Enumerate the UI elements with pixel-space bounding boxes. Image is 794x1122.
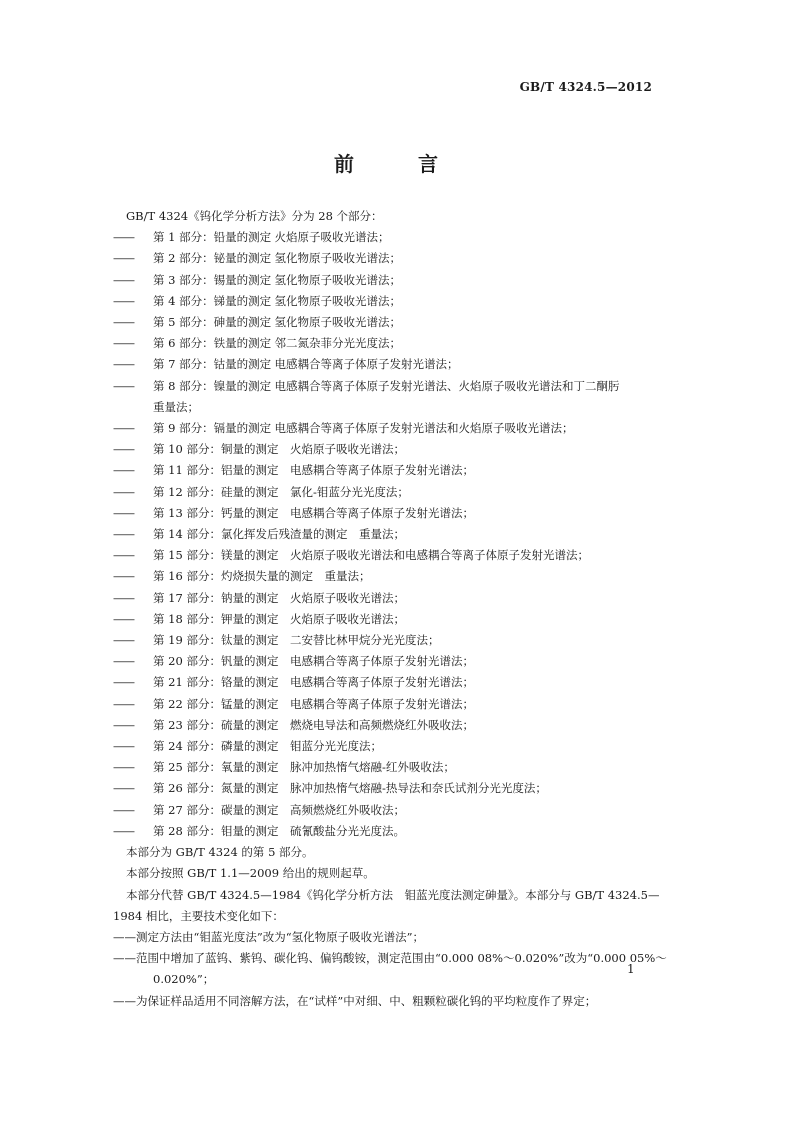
part-name: 第 9 部分：镉量的测定	[153, 421, 272, 436]
list-dash: ——	[113, 696, 134, 711]
list-dash: ——	[113, 484, 134, 499]
list-dash: ——	[113, 675, 134, 690]
part-item	[113, 778, 653, 799]
part-method: 电感耦合等离子体原子发射光谱法和火焰原子吸收光谱法；	[263, 421, 574, 436]
change-item-continuation: 0.020%”；	[153, 972, 215, 987]
list-dash: ——	[113, 378, 134, 393]
change-item: ——范围中增加了蓝钨、紫钨、碳化钨、偏钨酸铵，测定范围由“0.000 08%～0.020%”改为“0.000 05%～	[113, 951, 667, 966]
list-dash: ——	[113, 654, 134, 669]
part-method: 重量法；	[312, 569, 371, 584]
part-name: 第 23 部分：硫量的测定	[153, 717, 279, 732]
part-method: 火焰原子吸收光谱法；	[278, 611, 405, 626]
paragraph-replaces-line2: 1984 相比，主要技术变化如下：	[113, 908, 284, 923]
parts-list	[113, 227, 653, 842]
part-item	[113, 736, 653, 757]
part-name: 第 18 部分：钾量的测定	[153, 611, 279, 626]
part-item	[113, 694, 653, 715]
part-name: 第 14 部分：氯化挥发后残渣量的测定	[153, 527, 348, 542]
list-dash: ——	[113, 590, 134, 605]
paragraph-replaces-line1: 本部分代替 GB/T 4324.5—1984《钨化学分析方法 钼蓝光度法测定砷量》。本部分与 GB/T 4324.5—	[126, 887, 660, 902]
paragraph-part-number: 本部分为 GB/T 4324 的第 5 部分。	[126, 845, 314, 860]
part-item	[113, 588, 653, 609]
part-name: 第 6 部分：铁量的测定	[153, 336, 272, 351]
part-method: 火焰原子吸收光谱法；	[278, 590, 405, 605]
list-dash: ——	[113, 251, 134, 266]
part-item	[113, 460, 653, 481]
part-item	[113, 248, 653, 269]
list-dash: ——	[113, 781, 134, 796]
list-dash: ——	[113, 293, 134, 308]
part-method: 脉冲加热惰气熔融-红外吸收法；	[278, 760, 455, 775]
changes-list	[113, 927, 667, 1012]
part-item	[113, 715, 653, 736]
part-item	[113, 376, 653, 397]
list-dash: ——	[113, 760, 134, 775]
list-dash: ——	[113, 739, 134, 754]
part-name: 第 2 部分：铋量的测定	[153, 251, 272, 266]
part-name: 第 7 部分：钴量的测定	[153, 357, 272, 372]
list-dash: ——	[113, 548, 134, 563]
part-method: 火焰原子吸收光谱法；	[278, 442, 405, 457]
list-dash: ——	[113, 569, 134, 584]
part-name: 第 12 部分：硅量的测定	[153, 484, 279, 499]
part-item	[113, 227, 653, 248]
part-item	[113, 270, 653, 291]
part-name: 第 17 部分：钠量的测定	[153, 590, 279, 605]
list-dash: ——	[113, 717, 134, 732]
part-name: 第 24 部分：磷量的测定	[153, 739, 279, 754]
change-item: ——为保证样品适用不同溶解方法，在“试样”中对细、中、粗颗粒碳化钨的平均粒度作了界定；	[113, 993, 597, 1008]
part-name: 第 5 部分：砷量的测定	[153, 315, 272, 330]
list-dash: ——	[113, 463, 134, 478]
list-dash: ——	[113, 527, 134, 542]
foreword-body	[113, 206, 667, 1012]
part-method: 邻二氮杂菲分光光度法；	[263, 336, 401, 351]
part-name: 第 15 部分：镁量的测定	[153, 548, 279, 563]
part-item	[113, 524, 653, 545]
part-method: 重量法；	[347, 527, 405, 542]
list-dash: ——	[113, 611, 134, 626]
part-item	[113, 651, 653, 672]
part-name: 第 26 部分：氮量的测定	[153, 781, 279, 796]
part-name: 第 28 部分：钼量的测定	[153, 823, 279, 838]
part-method: 氢化物原子吸收光谱法；	[263, 293, 401, 308]
part-method: 氢化物原子吸收光谱法；	[263, 251, 401, 266]
part-item	[113, 482, 653, 503]
part-item	[113, 333, 653, 354]
part-name: 第 4 部分：锑量的测定	[153, 293, 272, 308]
part-item	[113, 418, 653, 439]
part-item	[113, 821, 653, 842]
part-item	[113, 672, 653, 693]
part-name: 第 3 部分：锡量的测定	[153, 272, 272, 287]
list-dash: ——	[113, 421, 134, 436]
part-name: 第 21 部分：铬量的测定	[153, 675, 279, 690]
list-dash: ——	[113, 230, 134, 245]
list-dash: ——	[113, 336, 134, 351]
part-method: 电感耦合等离子体原子发射光谱法；	[278, 696, 474, 711]
part-item	[113, 503, 653, 524]
part-method-continuation: 重量法；	[153, 399, 199, 414]
list-dash: ——	[113, 823, 134, 838]
page-number: 1	[627, 962, 635, 976]
list-dash: ——	[113, 357, 134, 372]
part-item	[113, 800, 653, 821]
part-method: 电感耦合等离子体原子发射光谱法、火焰原子吸收光谱法和丁二酮肟	[263, 378, 620, 393]
list-dash: ——	[113, 505, 134, 520]
list-dash: ——	[113, 633, 134, 648]
part-method: 火焰原子吸收光谱法和电感耦合等离子体原子发射光谱法；	[278, 548, 589, 563]
part-method: 火焰原子吸收光谱法；	[263, 230, 390, 245]
part-name: 第 1 部分：铅量的测定	[153, 230, 272, 245]
part-method: 氢化物原子吸收光谱法；	[263, 315, 401, 330]
part-item	[113, 609, 653, 630]
part-method: 电感耦合等离子体原子发射光谱法；	[278, 675, 474, 690]
part-method: 电感耦合等离子体原子发射光谱法；	[278, 654, 474, 669]
part-name: 第 10 部分：铜量的测定	[153, 442, 279, 457]
part-method: 燃烧电导法和高频燃烧红外吸收法；	[278, 717, 474, 732]
part-name: 第 20 部分：钒量的测定	[153, 654, 279, 669]
part-name: 第 8 部分：镍量的测定	[153, 378, 272, 393]
part-item	[113, 566, 653, 587]
part-method: 氢化物原子吸收光谱法；	[263, 272, 401, 287]
part-name: 第 16 部分：灼烧损失量的测定	[153, 569, 313, 584]
part-method: 脉冲加热惰气熔融-热导法和奈氏试剂分光光度法；	[278, 781, 547, 796]
part-name: 第 13 部分：钙量的测定	[153, 505, 279, 520]
part-name: 第 22 部分：锰量的测定	[153, 696, 279, 711]
part-name: 第 19 部分：钛量的测定	[153, 633, 279, 648]
part-method: 氯化-钼蓝分光光度法；	[278, 484, 409, 499]
change-item: ——测定方法由“钼蓝光度法”改为“氢化物原子吸收光谱法”；	[113, 929, 425, 944]
list-dash: ——	[113, 802, 134, 817]
page-title: 前 言	[334, 152, 460, 176]
list-dash: ——	[113, 442, 134, 457]
part-item	[113, 630, 653, 651]
part-method: 硫氰酸盐分光光度法。	[278, 823, 405, 838]
part-item	[113, 439, 653, 460]
part-item	[113, 545, 653, 566]
part-method: 电感耦合等离子体原子发射光谱法；	[278, 505, 474, 520]
intro-text: GB/T 4324《钨化学分析方法》分为 28 个部分：	[126, 209, 383, 223]
part-name: 第 11 部分：铝量的测定	[153, 463, 279, 478]
paragraph-drafting-rule: 本部分按照 GB/T 1.1—2009 给出的规则起草。	[126, 866, 375, 881]
part-item	[113, 354, 653, 375]
part-method: 二安替比林甲烷分光光度法；	[278, 633, 440, 648]
part-method: 电感耦合等离子体原子发射光谱法；	[263, 357, 459, 372]
part-method: 电感耦合等离子体原子发射光谱法；	[278, 463, 474, 478]
list-dash: ——	[113, 315, 134, 330]
part-method: 高频燃烧红外吸收法；	[278, 802, 405, 817]
part-item	[113, 291, 653, 312]
part-method: 钼蓝分光光度法；	[278, 739, 382, 754]
part-name: 第 27 部分：碳量的测定	[153, 802, 279, 817]
part-name: 第 25 部分：氧量的测定	[153, 760, 279, 775]
part-item	[113, 312, 653, 333]
part-item	[113, 757, 653, 778]
list-dash: ——	[113, 272, 134, 287]
standard-number: GB/T 4324.5—2012	[519, 80, 652, 94]
